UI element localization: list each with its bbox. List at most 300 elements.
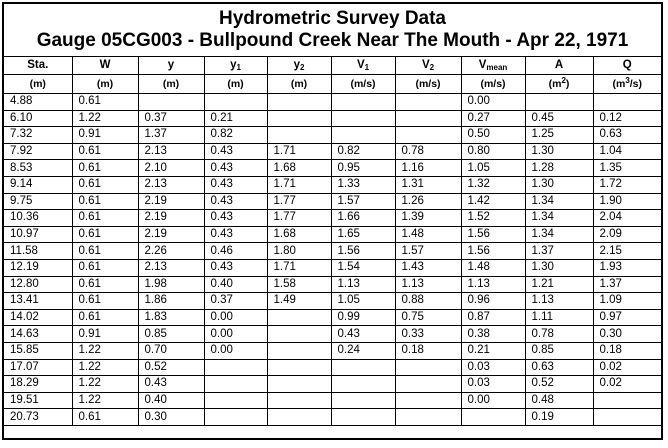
cell-value: 1.13 xyxy=(467,277,490,290)
cell-value: 1.31 xyxy=(401,178,424,191)
table-cell xyxy=(331,409,395,426)
table-cell xyxy=(267,293,331,310)
table-cell xyxy=(72,243,138,260)
table-cell xyxy=(72,160,138,177)
cell-value: 1.83 xyxy=(144,311,167,324)
cell-value: 1.05 xyxy=(337,294,360,307)
cell-value: 0.00 xyxy=(210,311,233,324)
table-cell xyxy=(267,326,331,343)
cell-value: 1.56 xyxy=(467,228,490,241)
table-cell xyxy=(525,276,593,293)
table-cell xyxy=(525,342,593,359)
cell-value: 0.95 xyxy=(337,161,360,174)
table-cell xyxy=(267,409,331,426)
table-cell xyxy=(525,176,593,193)
cell-value: 2.04 xyxy=(599,211,622,224)
cell-value: 1.37 xyxy=(599,277,622,290)
table-cell xyxy=(525,143,593,160)
cell-value: 2.19 xyxy=(144,211,167,224)
cell-value: 0.75 xyxy=(401,311,424,324)
cell-value: 11.58 xyxy=(10,244,38,257)
table-cell xyxy=(593,309,661,326)
table-cell xyxy=(4,243,72,260)
cell-value: 1.09 xyxy=(599,294,622,307)
table-cell xyxy=(593,110,661,127)
cell-value: 0.52 xyxy=(144,360,167,373)
cell-value: 0.80 xyxy=(467,145,490,158)
cell-value: 2.09 xyxy=(599,228,622,241)
table-cell xyxy=(395,309,461,326)
table-cell xyxy=(72,376,138,393)
cell-value: 0.82 xyxy=(210,128,233,141)
cell-value: 1.98 xyxy=(144,277,167,290)
cell-value: 1.28 xyxy=(531,161,554,174)
table-cell xyxy=(138,309,204,326)
table-cell xyxy=(72,342,138,359)
cell-value: 1.52 xyxy=(467,211,490,224)
column-unit xyxy=(395,75,461,94)
column-unit xyxy=(72,75,138,94)
survey-table xyxy=(4,57,661,426)
cell-value: 0.88 xyxy=(401,294,424,307)
cell-value: 1.34 xyxy=(531,194,554,207)
table-cell xyxy=(395,110,461,127)
cell-value: 0.37 xyxy=(144,111,167,124)
cell-value: 1.90 xyxy=(599,194,622,207)
cell-value: 0.61 xyxy=(78,410,101,423)
cell-value: 9.14 xyxy=(10,178,33,191)
table-row xyxy=(4,193,661,210)
column-header-label: A xyxy=(554,59,564,71)
column-unit xyxy=(593,75,661,94)
table-cell xyxy=(138,226,204,243)
table-cell xyxy=(204,176,267,193)
table-cell xyxy=(395,94,461,111)
table-cell xyxy=(138,243,204,260)
table-cell xyxy=(4,276,72,293)
column-unit-label: (m/s) xyxy=(350,77,376,90)
table-cell xyxy=(331,259,395,276)
table-cell xyxy=(138,359,204,376)
table-cell xyxy=(267,193,331,210)
table-cell xyxy=(4,143,72,160)
column-unit xyxy=(267,75,331,94)
cell-value: 0.02 xyxy=(599,360,622,373)
table-cell xyxy=(395,276,461,293)
table-cell xyxy=(525,392,593,409)
column-header-label: y xyxy=(230,59,237,71)
cell-value: 0.18 xyxy=(401,344,424,357)
column-header-subscript: 1 xyxy=(236,63,241,72)
column-header-label: V xyxy=(356,59,365,71)
table-cell xyxy=(525,409,593,426)
table-cell xyxy=(138,143,204,160)
cell-value: 0.45 xyxy=(531,111,554,124)
table-cell xyxy=(138,210,204,227)
cell-value: 1.71 xyxy=(273,261,296,274)
cell-value: 1.22 xyxy=(78,393,101,406)
cell-value: 0.03 xyxy=(467,377,490,390)
table-row xyxy=(4,176,661,193)
table-cell xyxy=(72,143,138,160)
cell-value: 17.07 xyxy=(10,360,39,373)
table-cell xyxy=(267,210,331,227)
cell-value: 0.63 xyxy=(531,360,554,373)
column-header xyxy=(4,57,72,75)
table-cell xyxy=(4,193,72,210)
cell-value: 0.78 xyxy=(401,145,424,158)
table-cell xyxy=(72,309,138,326)
column-unit-label: (m) xyxy=(96,77,114,90)
cell-value: 0.91 xyxy=(78,327,101,340)
table-cell xyxy=(4,110,72,127)
table-cell xyxy=(525,94,593,111)
table-cell xyxy=(525,309,593,326)
table-cell xyxy=(331,309,395,326)
table-cell xyxy=(525,193,593,210)
cell-value: 1.71 xyxy=(273,145,296,158)
table-cell xyxy=(138,326,204,343)
cell-value: 0.61 xyxy=(78,294,101,307)
table-cell xyxy=(4,392,72,409)
cell-value: 1.93 xyxy=(599,261,622,274)
table-cell xyxy=(593,342,661,359)
table-row xyxy=(4,160,661,177)
table-cell xyxy=(461,143,525,160)
table-cell xyxy=(461,359,525,376)
table-cell xyxy=(331,359,395,376)
table-cell xyxy=(72,326,138,343)
table-cell xyxy=(331,392,395,409)
table-cell xyxy=(4,210,72,227)
table-cell xyxy=(267,359,331,376)
table-cell xyxy=(331,110,395,127)
table-cell xyxy=(331,226,395,243)
table-cell xyxy=(461,210,525,227)
table-cell xyxy=(395,342,461,359)
table-cell xyxy=(267,392,331,409)
cell-value: 0.43 xyxy=(210,145,233,158)
table-cell xyxy=(525,160,593,177)
cell-value: 0.48 xyxy=(531,393,554,406)
table-cell xyxy=(331,94,395,111)
table-cell xyxy=(204,326,267,343)
table-row xyxy=(4,127,661,144)
table-cell xyxy=(395,176,461,193)
cell-value: 0.61 xyxy=(78,145,101,158)
table-cell xyxy=(4,176,72,193)
cell-value: 1.39 xyxy=(401,211,424,224)
table-cell xyxy=(204,359,267,376)
table-row xyxy=(4,359,661,376)
cell-value: 1.37 xyxy=(531,244,554,257)
cell-value: 1.22 xyxy=(78,111,101,124)
table-body xyxy=(4,94,661,426)
cell-value: 0.43 xyxy=(210,228,233,241)
cell-value: 1.33 xyxy=(337,178,360,191)
table-row xyxy=(4,342,661,359)
cell-value: 1.65 xyxy=(337,228,360,241)
table-cell xyxy=(4,259,72,276)
table-cell xyxy=(204,193,267,210)
table-cell xyxy=(593,193,661,210)
table-row xyxy=(4,326,661,343)
table-row xyxy=(4,293,661,310)
table-cell xyxy=(204,160,267,177)
column-unit-label: (m) xyxy=(290,77,308,90)
cell-value: 0.40 xyxy=(210,277,233,290)
column-header-label: Q xyxy=(622,59,632,71)
column-unit xyxy=(138,75,204,94)
table-cell xyxy=(204,210,267,227)
column-unit-tail: /s) xyxy=(629,77,643,90)
cell-value: 1.43 xyxy=(401,261,424,274)
cell-value: 0.43 xyxy=(210,178,233,191)
table-cell xyxy=(461,376,525,393)
cell-value: 1.37 xyxy=(144,128,167,141)
table-cell xyxy=(331,342,395,359)
table-cell xyxy=(204,342,267,359)
table-cell xyxy=(4,359,72,376)
table-cell xyxy=(138,342,204,359)
table-cell xyxy=(72,193,138,210)
cell-value: 12.19 xyxy=(10,261,39,274)
cell-value: 0.00 xyxy=(467,393,490,406)
cell-value: 0.30 xyxy=(144,410,167,423)
table-cell xyxy=(138,160,204,177)
table-cell xyxy=(267,127,331,144)
table-cell xyxy=(4,309,72,326)
column-header xyxy=(267,57,331,75)
cell-value: 0.21 xyxy=(210,111,233,124)
cell-value: 1.04 xyxy=(599,145,622,158)
table-cell xyxy=(331,193,395,210)
table-cell xyxy=(331,326,395,343)
table-cell xyxy=(138,193,204,210)
cell-value: 20.73 xyxy=(10,410,39,423)
table-cell xyxy=(593,276,661,293)
table-cell xyxy=(593,143,661,160)
table-cell xyxy=(331,276,395,293)
cell-value: 1.21 xyxy=(531,277,554,290)
table-cell xyxy=(4,94,72,111)
cell-value: 1.49 xyxy=(273,294,296,307)
table-cell xyxy=(525,243,593,260)
table-cell xyxy=(525,210,593,227)
table-cell xyxy=(4,127,72,144)
table-cell xyxy=(267,243,331,260)
column-header xyxy=(204,57,267,75)
cell-value: 2.10 xyxy=(144,161,167,174)
cell-value: 10.97 xyxy=(10,228,39,241)
table-cell xyxy=(72,276,138,293)
table-cell xyxy=(204,276,267,293)
cell-value: 1.54 xyxy=(337,261,360,274)
cell-value: 0.61 xyxy=(78,194,101,207)
cell-value: 13.41 xyxy=(10,294,39,307)
table-cell xyxy=(204,409,267,426)
column-header-label: V xyxy=(478,59,487,71)
cell-value: 6.10 xyxy=(10,111,33,124)
table-cell xyxy=(72,392,138,409)
cell-value: 14.02 xyxy=(10,311,39,324)
units-row xyxy=(4,75,661,94)
cell-value: 0.43 xyxy=(210,161,233,174)
cell-value: 12.80 xyxy=(10,277,39,290)
cell-value: 1.34 xyxy=(531,211,554,224)
cell-value: 0.12 xyxy=(599,111,622,124)
cell-value: 0.43 xyxy=(144,377,167,390)
cell-value: 1.68 xyxy=(273,161,296,174)
column-header-label: W xyxy=(99,59,111,71)
cell-value: 1.26 xyxy=(401,194,424,207)
table-cell xyxy=(204,293,267,310)
column-unit-label: (m/s) xyxy=(480,77,506,90)
table-cell xyxy=(461,309,525,326)
column-unit-label: (m) xyxy=(162,77,180,90)
table-cell xyxy=(461,94,525,111)
table-cell xyxy=(204,110,267,127)
cell-value: 1.30 xyxy=(531,178,554,191)
table-cell xyxy=(4,409,72,426)
cell-value: 0.70 xyxy=(144,344,167,357)
cell-value: 1.68 xyxy=(273,228,296,241)
cell-value: 1.22 xyxy=(78,344,101,357)
table-cell xyxy=(395,376,461,393)
table-cell xyxy=(331,160,395,177)
cell-value: 0.27 xyxy=(467,111,490,124)
table-cell xyxy=(395,392,461,409)
table-cell xyxy=(138,392,204,409)
table-cell xyxy=(395,409,461,426)
column-header xyxy=(525,57,593,75)
table-cell xyxy=(138,127,204,144)
table-cell xyxy=(204,94,267,111)
cell-value: 0.61 xyxy=(78,261,101,274)
cell-value: 0.85 xyxy=(144,327,167,340)
cell-value: 1.35 xyxy=(599,161,622,174)
cell-value: 0.61 xyxy=(78,244,101,257)
table-row xyxy=(4,309,661,326)
table-cell xyxy=(331,243,395,260)
table-cell xyxy=(461,226,525,243)
cell-value: 0.37 xyxy=(210,294,233,307)
cell-value: 2.26 xyxy=(144,244,167,257)
cell-value: 1.77 xyxy=(273,211,296,224)
table-cell xyxy=(72,110,138,127)
table-cell xyxy=(204,226,267,243)
table-cell xyxy=(4,160,72,177)
cell-value: 0.38 xyxy=(467,327,490,340)
column-unit-label: (m) xyxy=(227,77,244,90)
cell-value: 15.85 xyxy=(10,344,39,357)
table-cell xyxy=(593,392,661,409)
column-unit-superscript: 3 xyxy=(625,75,630,85)
table-cell xyxy=(395,359,461,376)
table-cell xyxy=(525,110,593,127)
cell-value: 0.30 xyxy=(599,327,622,340)
table-cell xyxy=(395,143,461,160)
column-unit xyxy=(525,75,593,94)
table-cell xyxy=(72,176,138,193)
table-row xyxy=(4,226,661,243)
column-header-subscript: 1 xyxy=(364,63,370,72)
cell-value: 0.52 xyxy=(531,377,554,390)
table-cell xyxy=(138,276,204,293)
column-header xyxy=(461,57,525,75)
table-cell xyxy=(267,309,331,326)
cell-value: 18.29 xyxy=(10,377,39,390)
cell-value: 0.78 xyxy=(531,327,554,340)
table-row xyxy=(4,110,661,127)
column-unit-label: (m/s) xyxy=(415,77,441,90)
table-cell xyxy=(331,293,395,310)
cell-value: 1.56 xyxy=(467,244,490,257)
table-cell xyxy=(593,243,661,260)
table-cell xyxy=(204,243,267,260)
table-cell xyxy=(4,376,72,393)
cell-value: 1.48 xyxy=(401,228,424,241)
table-row xyxy=(4,94,661,111)
cell-value: 0.00 xyxy=(467,95,490,108)
cell-value: 7.92 xyxy=(10,145,33,158)
table-cell xyxy=(204,309,267,326)
cell-value: 1.80 xyxy=(273,244,296,257)
column-unit xyxy=(204,75,267,94)
page-title: Hydrometric Survey Data xyxy=(218,8,447,29)
table-cell xyxy=(72,409,138,426)
cell-value: 1.66 xyxy=(337,211,360,224)
cell-value: 0.61 xyxy=(78,95,101,108)
table-cell xyxy=(395,193,461,210)
cell-value: 0.63 xyxy=(599,128,622,141)
column-header-subscript: mean xyxy=(486,63,508,72)
cell-value: 0.21 xyxy=(467,344,490,357)
cell-value: 0.97 xyxy=(599,311,622,324)
table-cell xyxy=(72,226,138,243)
cell-value: 1.72 xyxy=(599,178,622,191)
cell-value: 14.63 xyxy=(10,327,39,340)
column-header xyxy=(593,57,661,75)
cell-value: 1.48 xyxy=(467,261,490,274)
cell-value: 0.24 xyxy=(337,344,360,357)
table-row xyxy=(4,409,661,426)
cell-value: 2.13 xyxy=(144,178,167,191)
table-cell xyxy=(204,376,267,393)
table-cell xyxy=(72,210,138,227)
cell-value: 0.91 xyxy=(78,128,101,141)
table-cell xyxy=(395,210,461,227)
cell-value: 2.15 xyxy=(599,244,622,257)
table-cell xyxy=(525,226,593,243)
cell-value: 1.42 xyxy=(467,194,490,207)
table-cell xyxy=(72,127,138,144)
cell-value: 0.46 xyxy=(210,244,233,257)
table-cell xyxy=(461,276,525,293)
table-cell xyxy=(138,94,204,111)
cell-value: 2.13 xyxy=(144,261,167,274)
table-cell xyxy=(461,243,525,260)
cell-value: 0.87 xyxy=(467,311,490,324)
page-subtitle: Gauge 05CG003 - Bullpound Creek Near The Mouth - Apr 22, 1971 xyxy=(36,30,629,51)
cell-value: 2.19 xyxy=(144,194,167,207)
cell-value: 1.34 xyxy=(531,228,554,241)
cell-value: 1.71 xyxy=(273,178,296,191)
table-cell xyxy=(593,160,661,177)
cell-value: 0.82 xyxy=(337,145,360,158)
cell-value: 0.96 xyxy=(467,294,490,307)
column-header-subscript: 2 xyxy=(299,63,305,72)
